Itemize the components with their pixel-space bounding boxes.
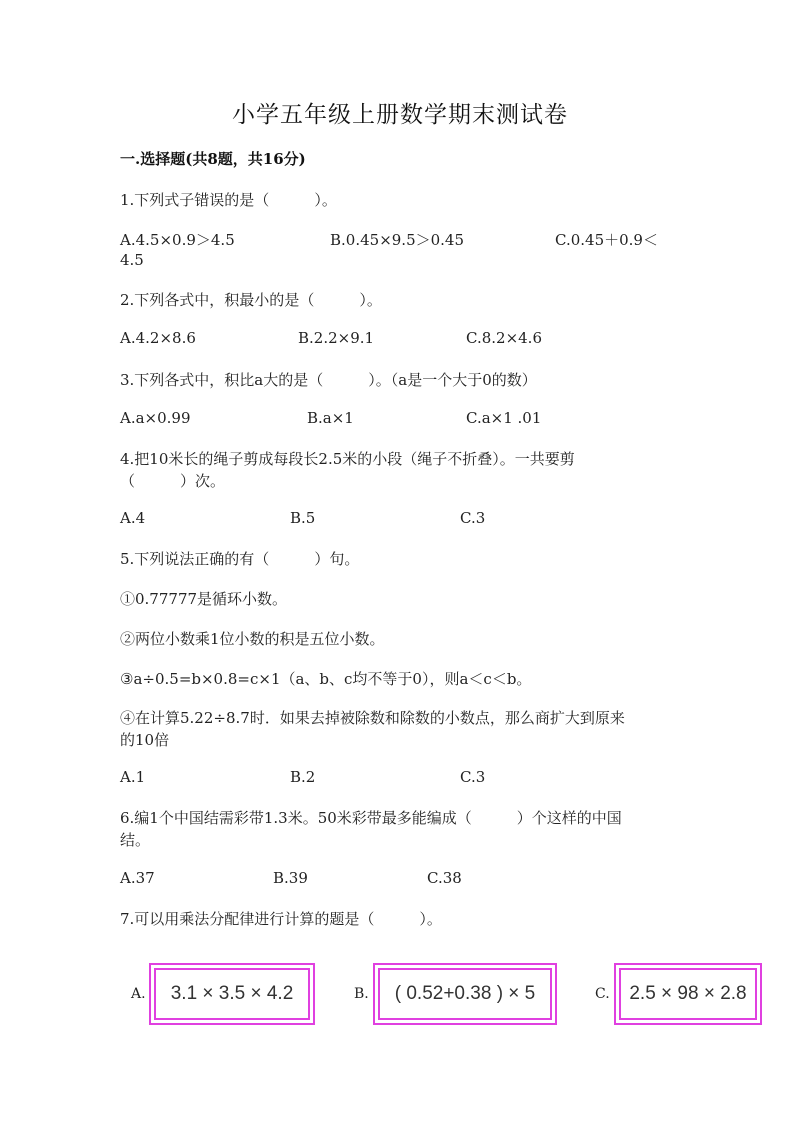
q6-option-a: A.37 <box>120 869 155 887</box>
section-heading: 一.选择题(共8题，共16分) <box>120 150 306 168</box>
q2-option-b: B.2.2×9.1 <box>298 329 375 347</box>
q4-option-b: B.5 <box>290 509 316 527</box>
q6-stem-line1: 6.编1个中国结需彩带1.3米。50米彩带最多能编成（ ）个这样的中国 <box>120 809 622 827</box>
q4-option-a: A.4 <box>120 509 146 527</box>
q5-option-b: B.2 <box>290 768 316 786</box>
q5-statement-4-line2: 的10倍 <box>120 731 170 749</box>
q7-option-c-label: C. <box>595 986 610 1002</box>
q2-stem: 2.下列各式中，积最小的是（ ）。 <box>120 291 382 309</box>
q2-option-c: C.8.2×4.6 <box>466 329 542 347</box>
q6-option-c: C.38 <box>427 869 462 887</box>
q3-option-a: A.a×0.99 <box>120 409 191 427</box>
q1-option-b: B.0.45×9.5＞0.45 <box>330 231 465 249</box>
q5-stem: 5.下列说法正确的有（ ）句。 <box>120 550 360 568</box>
q5-option-c: C.3 <box>460 768 486 786</box>
q3-option-c: C.a×1 .01 <box>466 409 542 427</box>
page-title: 小学五年级上册数学期末测试卷 <box>232 102 568 128</box>
q5-option-a: A.1 <box>120 768 146 786</box>
q4-stem-line1: 4.把10米长的绳子剪成每段长2.5米的小段（绳子不折叠）。一共要剪 <box>120 450 575 468</box>
q7-stem: 7.可以用乘法分配律进行计算的题是（ ）。 <box>120 910 442 928</box>
q5-statement-1: ①0.77777是循环小数。 <box>120 590 288 608</box>
q7-option-b-expression: ( 0.52+0.38 ) × 5 <box>378 968 552 1020</box>
q1-option-c-continued: 4.5 <box>120 251 144 269</box>
q7-option-c-expression: 2.5 × 98 × 2.8 <box>619 968 757 1020</box>
q6-option-b: B.39 <box>273 869 308 887</box>
q3-option-b: B.a×1 <box>307 409 354 427</box>
q5-statement-4-line1: ④在计算5.22÷8.7时．如果去掉被除数和除数的小数点，那么商扩大到原来 <box>120 709 625 727</box>
q3-stem: 3.下列各式中，积比a大的是（ ）。（a是一个大于0的数） <box>120 371 537 389</box>
q7-option-a-expression: 3.1 × 3.5 × 4.2 <box>154 968 310 1020</box>
q1-stem: 1.下列式子错误的是（ ）。 <box>120 191 337 209</box>
q6-stem-line2: 结。 <box>120 831 151 849</box>
q7-option-b-label: B. <box>354 986 369 1002</box>
q4-option-c: C.3 <box>460 509 486 527</box>
q1-option-a: A.4.5×0.9＞4.5 <box>120 231 235 249</box>
q7-option-a-label: A. <box>131 986 146 1002</box>
q4-stem-line2: （ ）次。 <box>120 472 226 490</box>
q2-option-a: A.4.2×8.6 <box>120 329 196 347</box>
q5-statement-3: ③a÷0.5=b×0.8=c×1（a、b、c均不等于0），则a＜c＜b。 <box>120 670 532 688</box>
q5-statement-2: ②两位小数乘1位小数的积是五位小数。 <box>120 630 385 648</box>
q1-option-c: C.0.45＋0.9＜ <box>555 231 658 249</box>
